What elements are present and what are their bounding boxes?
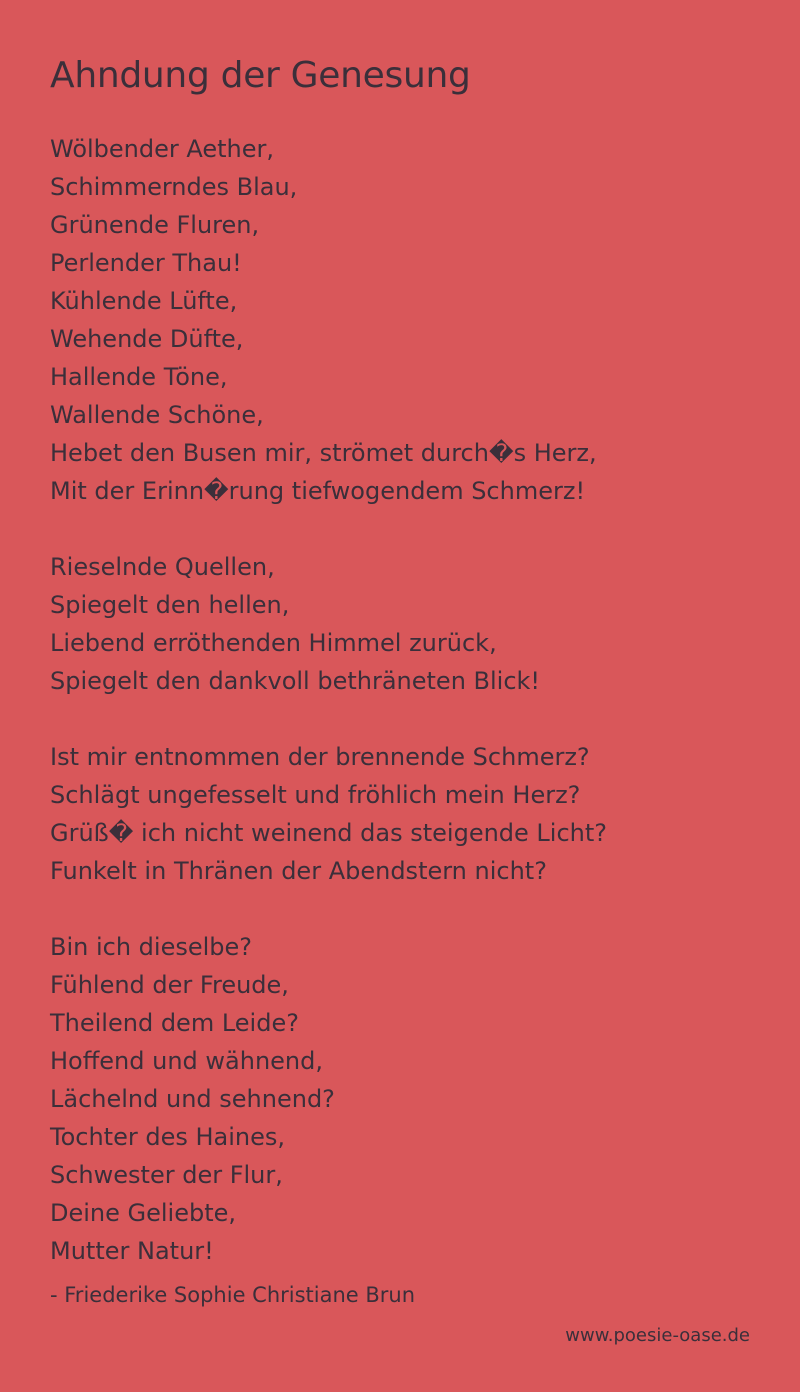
poem-line: Mit der Erinn�rung tiefwogendem Schmerz!	[50, 477, 586, 505]
poem-title: Ahndung der Genesung	[50, 55, 471, 96]
poem-line: Spiegelt den dankvoll bethräneten Blick!	[50, 667, 541, 695]
poem-line: Hallende Töne,	[50, 363, 228, 391]
poem-line: Spiegelt den hellen,	[50, 591, 290, 619]
poem-line: Tochter des Haines,	[50, 1123, 286, 1151]
poem-line: Liebend erröthenden Himmel zurück,	[50, 629, 497, 657]
poem-line: Grüß� ich nicht weinend das steigende Licht?	[50, 819, 608, 847]
poem-line: Bin ich dieselbe?	[50, 933, 253, 961]
poem-author: - Friederike Sophie Christiane Brun	[50, 1283, 416, 1307]
poem-line: Wehende Düfte,	[50, 325, 244, 353]
poem-line: Schimmerndes Blau,	[50, 173, 298, 201]
poem-line: Fühlend der Freude,	[50, 971, 289, 999]
poem-line: Perlender Thau!	[50, 249, 242, 277]
poem-line: Hoffend und wähnend,	[50, 1047, 323, 1075]
poem-line: Deine Geliebte,	[50, 1199, 237, 1227]
poem-page	[50, 50, 750, 1310]
poem-line: Funkelt in Thränen der Abendstern nicht?	[50, 857, 547, 885]
poem-line: Schwester der Flur,	[50, 1161, 283, 1189]
stanza-1	[50, 130, 750, 510]
poem-line: Kühlende Lüfte,	[50, 287, 238, 315]
poem-line: Wölbender Aether,	[50, 135, 275, 163]
poem-line: Hebet den Busen mir, strömet durch�s Herz,	[50, 439, 597, 467]
poem-line: Lächelnd und sehnend?	[50, 1085, 335, 1113]
stanza-2	[50, 548, 750, 700]
poem-line: Wallende Schöne,	[50, 401, 264, 429]
poem-line: Mutter Natur!	[50, 1237, 214, 1265]
poem-line: Ist mir entnommen der brennende Schmerz?	[50, 743, 590, 771]
poem-line: Theilend dem Leide?	[50, 1009, 299, 1037]
poem-line: Grünende Fluren,	[50, 211, 260, 239]
stanza-3	[50, 738, 750, 890]
poem-line: Rieselnde Quellen,	[50, 553, 275, 581]
poem-line: Schlägt ungefesselt und fröhlich mein Herz?	[50, 781, 581, 809]
stanza-4	[50, 928, 750, 1270]
website-url: www.poesie-oase.de	[565, 1325, 750, 1346]
